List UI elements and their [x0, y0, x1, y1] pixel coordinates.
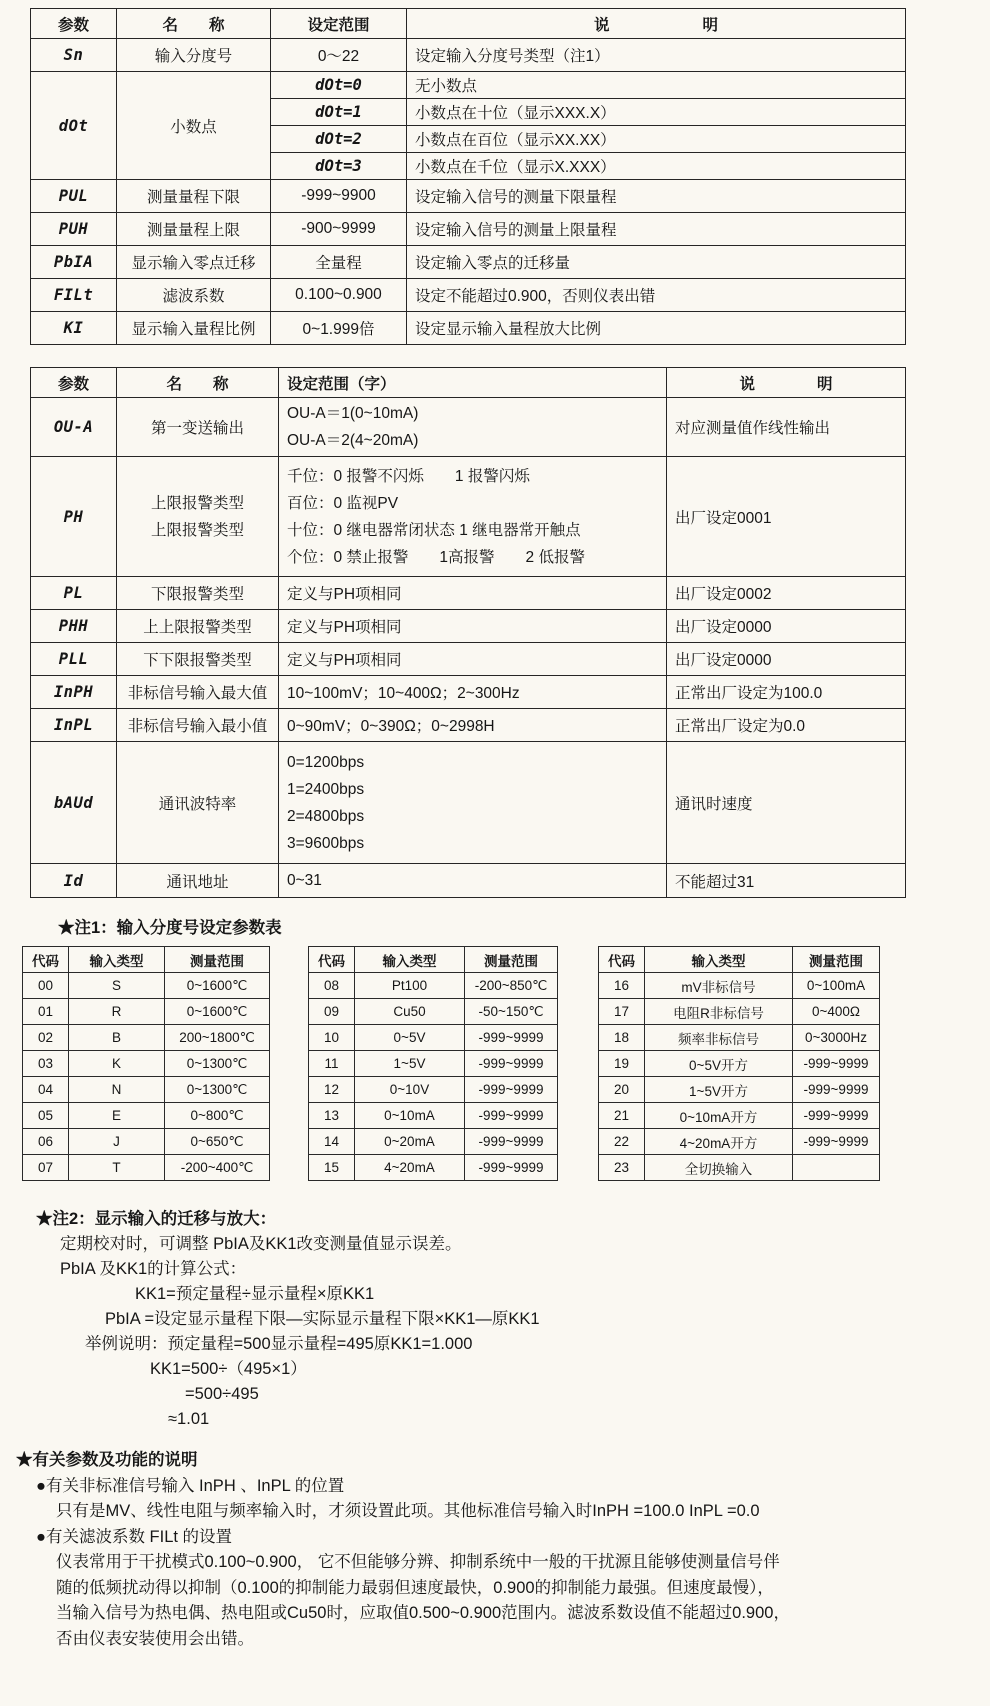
- bullet-filt-text-line: 否由仪表安装使用会出错。: [56, 1629, 254, 1648]
- table-row: [23, 1103, 270, 1129]
- cell-name: 滤波系数: [117, 279, 271, 312]
- cell-range: 10~100mV；10~400Ω；2~300Hz: [279, 676, 667, 709]
- range-line: 1=2400bps: [287, 780, 365, 798]
- bullet-inph-inpl: ●有关非标准信号输入 InPH 、InPL 的位置: [36, 1476, 345, 1495]
- col-header-code: 代码: [599, 947, 645, 973]
- cell-range: -999~9999: [793, 1077, 880, 1103]
- cell-code: 04: [23, 1077, 69, 1103]
- note2-title: ★注2：显示输入的迁移与放大：: [36, 1210, 277, 1228]
- cell-param: Id: [31, 864, 117, 898]
- cell-code: 02: [23, 1025, 69, 1051]
- col-header-range: 设定范围: [271, 9, 407, 39]
- bullet-inph-inpl-text: 只有是MV、线性电阻与频率输入时，才须设置此项。其他标准信号输入时InPH =100.0 InPL =0.0: [56, 1502, 760, 1520]
- note2-formula: KK1=预定量程÷显示量程×原KK1: [135, 1285, 375, 1303]
- cell-desc: 设定输入信号的测量下限量程: [407, 180, 906, 213]
- cell-name: 下下限报警类型: [117, 643, 279, 676]
- cell-desc: 出厂设定0001: [667, 457, 906, 577]
- cell-range: 0~400Ω: [793, 999, 880, 1025]
- cell-type: N: [69, 1077, 165, 1103]
- table-row: [23, 1155, 270, 1181]
- cell-range: 0~31: [279, 864, 667, 898]
- cell-param: FILt: [31, 279, 117, 312]
- cell-desc: 小数点在百位（显示XX.XX）: [407, 126, 906, 153]
- cell-range: 定义与PH项相同: [279, 610, 667, 643]
- bullet-filt-text-line: 仪表常用于干扰模式0.100~0.900， 它不但能够分辨、抑制系统中一般的干扰源且能够使测量信号伴: [56, 1553, 780, 1571]
- col-header-code: 代码: [23, 947, 69, 973]
- col-header-type: 输入类型: [645, 947, 793, 973]
- table-row-ph: [31, 457, 906, 577]
- note2-formula: ≈1.01: [168, 1410, 210, 1428]
- cell-range: [279, 742, 667, 864]
- cell-code: 12: [309, 1077, 355, 1103]
- cell-range: 0~100mA: [793, 973, 880, 999]
- table-row: [599, 1051, 880, 1077]
- note2-formula: =500÷495: [185, 1385, 259, 1403]
- cell-range: -999~9999: [793, 1051, 880, 1077]
- cell-type: 0~5V: [355, 1025, 465, 1051]
- cell-range: -999~9999: [465, 1077, 558, 1103]
- cell-code: 03: [23, 1051, 69, 1077]
- cell-name: 第一变送输出: [117, 398, 279, 457]
- range-line: 千位：0 报警不闪烁 1 报警闪烁: [287, 467, 530, 485]
- cell-param: PbIA: [31, 246, 117, 279]
- table-row-inpl: [31, 709, 906, 742]
- cell-type: B: [69, 1025, 165, 1051]
- cell-desc: 小数点在十位（显示XXX.X）: [407, 99, 906, 126]
- cell-range: 0~1.999倍: [271, 312, 407, 345]
- col-header-desc: 说 明: [667, 368, 906, 398]
- cell-param: PUH: [31, 213, 117, 246]
- cell-range: -200~850℃: [465, 973, 558, 999]
- cell-name: [117, 457, 279, 577]
- cell-type: 0~5V开方: [645, 1051, 793, 1077]
- cell-code: 08: [309, 973, 355, 999]
- cell-desc: 不能超过31: [667, 864, 906, 898]
- table-row: [309, 1103, 558, 1129]
- cell-param: PLL: [31, 643, 117, 676]
- cell-type: 4~20mA: [355, 1155, 465, 1181]
- cell-type: 0~10mA: [355, 1103, 465, 1129]
- cell-range: 0~800℃: [165, 1103, 270, 1129]
- table-row: [23, 1077, 270, 1103]
- cell-name: 小数点: [117, 72, 271, 180]
- cell-name: 非标信号输入最小值: [117, 709, 279, 742]
- note1-title: ★注1：输入分度号设定参数表: [58, 919, 282, 937]
- cell-range: [279, 457, 667, 577]
- table-row: [599, 1155, 880, 1181]
- cell-range: 定义与PH项相同: [279, 577, 667, 610]
- cell-code: 22: [599, 1129, 645, 1155]
- note2-line: PbIA 及KK1的计算公式：: [60, 1260, 247, 1278]
- cell-range: dOt=0: [271, 72, 407, 99]
- table-row-ki: [31, 312, 906, 345]
- range-line: OU-A＝1(0~10mA): [287, 405, 419, 422]
- note2-formula: KK1=500÷（495×1）: [150, 1360, 307, 1378]
- cell-type: 0~20mA: [355, 1129, 465, 1155]
- table-row-id: [31, 864, 906, 898]
- col-header-param: 参数: [31, 9, 117, 39]
- table-row: [599, 999, 880, 1025]
- cell-type: K: [69, 1051, 165, 1077]
- cell-code: 16: [599, 973, 645, 999]
- table-row: [309, 1051, 558, 1077]
- cell-code: 21: [599, 1103, 645, 1129]
- cell-param: Sn: [31, 39, 117, 72]
- cell-desc: 出厂设定0000: [667, 610, 906, 643]
- cell-name: 测量量程上限: [117, 213, 271, 246]
- table-row: [23, 1025, 270, 1051]
- cell-range: [793, 1155, 880, 1181]
- cell-code: 19: [599, 1051, 645, 1077]
- range-line: OU-A＝2(4~20mA): [287, 432, 419, 449]
- table-row: [309, 999, 558, 1025]
- table-row-inph: [31, 676, 906, 709]
- cell-code: 07: [23, 1155, 69, 1181]
- range-line: 百位：0 监视PV: [287, 494, 399, 512]
- cell-param: InPL: [31, 709, 117, 742]
- cell-type: mV非标信号: [645, 973, 793, 999]
- cell-name: 输入分度号: [117, 39, 271, 72]
- input-code-table-2: [308, 946, 558, 1181]
- col-header-param: 参数: [31, 368, 117, 398]
- cell-range: -50~150℃: [465, 999, 558, 1025]
- cell-code: 23: [599, 1155, 645, 1181]
- cell-code: 11: [309, 1051, 355, 1077]
- cell-range: 0~1300℃: [165, 1077, 270, 1103]
- cell-name: 通讯波特率: [117, 742, 279, 864]
- cell-param: bAUd: [31, 742, 117, 864]
- table-header-row: [31, 368, 906, 398]
- table-header-row: [31, 9, 906, 39]
- cell-range: -999~9999: [465, 1129, 558, 1155]
- table-header-row: [599, 947, 880, 973]
- cell-code: 13: [309, 1103, 355, 1129]
- cell-param: PHH: [31, 610, 117, 643]
- cell-param: OU-A: [31, 398, 117, 457]
- table-row-sn: [31, 39, 906, 72]
- cell-range: [279, 398, 667, 457]
- table-row: [309, 1155, 558, 1181]
- cell-type: 频率非标信号: [645, 1025, 793, 1051]
- cell-code: 18: [599, 1025, 645, 1051]
- cell-name: 显示输入零点迁移: [117, 246, 271, 279]
- col-header-type: 输入类型: [355, 947, 465, 973]
- table-row-baud: [31, 742, 906, 864]
- cell-desc: 设定不能超过0.900，否则仪表出错: [407, 279, 906, 312]
- table-row: [309, 1129, 558, 1155]
- input-code-table-1: [22, 946, 270, 1181]
- cell-code: 10: [309, 1025, 355, 1051]
- cell-code: 06: [23, 1129, 69, 1155]
- col-header-range: 测量范围: [165, 947, 270, 973]
- cell-range: 0～22: [271, 39, 407, 72]
- table-row: [599, 1025, 880, 1051]
- cell-name: 非标信号输入最大值: [117, 676, 279, 709]
- range-line: 3=9600bps: [287, 834, 365, 852]
- table-row-oua: [31, 398, 906, 457]
- cell-code: 15: [309, 1155, 355, 1181]
- col-header-desc: 说 明: [407, 9, 906, 39]
- cell-param: PL: [31, 577, 117, 610]
- cell-param: PH: [31, 457, 117, 577]
- cell-range: 0~3000Hz: [793, 1025, 880, 1051]
- cell-code: 14: [309, 1129, 355, 1155]
- cell-name: 显示输入量程比例: [117, 312, 271, 345]
- cell-type: R: [69, 999, 165, 1025]
- cell-type: 4~20mA开方: [645, 1129, 793, 1155]
- cell-range: 全量程: [271, 246, 407, 279]
- col-header-range: 测量范围: [793, 947, 880, 973]
- cell-desc: 出厂设定0000: [667, 643, 906, 676]
- parameter-table-basic: [30, 8, 906, 345]
- note2-line: 定期校对时，可调整 PbIA及KK1改变测量值显示误差。: [60, 1235, 462, 1253]
- name-line: 上限报警类型: [150, 494, 244, 512]
- cell-desc: 正常出厂设定为0.0: [667, 709, 906, 742]
- cell-desc: 设定输入分度号类型（注1）: [407, 39, 906, 72]
- cell-range: 0~1300℃: [165, 1051, 270, 1077]
- table-row-pbia: [31, 246, 906, 279]
- parameter-table-advanced: [30, 367, 906, 898]
- bullet-filt-text-line: 当输入信号为热电偶、热电阻或Cu50时，应取值0.500~0.900范围内。滤波系数设值不能超过0.900，: [56, 1604, 790, 1622]
- cell-range: 0~1600℃: [165, 999, 270, 1025]
- input-code-table-3: [598, 946, 880, 1181]
- col-header-type: 输入类型: [69, 947, 165, 973]
- cell-type: Cu50: [355, 999, 465, 1025]
- explanation-title: ★有关参数及功能的说明: [16, 1451, 198, 1469]
- bullet-filt: ●有关滤波系数 FILt 的设置: [36, 1527, 233, 1546]
- col-header-range: 设定范围（字）: [279, 368, 667, 398]
- cell-type: 全切换输入: [645, 1155, 793, 1181]
- note2-section: [0, 1207, 990, 1432]
- cell-desc: 正常出厂设定为100.0: [667, 676, 906, 709]
- cell-param: PUL: [31, 180, 117, 213]
- note2-formula: PbIA =设定显示量程下限—实际显示量程下限×KK1—原KK1: [105, 1310, 540, 1328]
- cell-type: 电阻R非标信号: [645, 999, 793, 1025]
- table-row-phh: [31, 610, 906, 643]
- cell-param: dOt: [31, 72, 117, 180]
- col-header-name: 名 称: [117, 368, 279, 398]
- cell-desc: 出厂设定0002: [667, 577, 906, 610]
- table-row-filt: [31, 279, 906, 312]
- cell-desc: 对应测量值作线性输出: [667, 398, 906, 457]
- cell-type: Pt100: [355, 973, 465, 999]
- col-header-code: 代码: [309, 947, 355, 973]
- range-line: 0=1200bps: [287, 753, 365, 771]
- cell-range: -999~9999: [465, 1051, 558, 1077]
- table-row: [599, 1103, 880, 1129]
- cell-type: 0~10mA开方: [645, 1103, 793, 1129]
- cell-range: -900~9999: [271, 213, 407, 246]
- cell-range: dOt=3: [271, 153, 407, 180]
- cell-code: 20: [599, 1077, 645, 1103]
- table-row: [309, 973, 558, 999]
- bullet-filt-text-line: 随的低频扰动得以抑制（0.100的抑制能力最弱但速度最快，0.900的抑制能力最强。但速度最慢），: [56, 1578, 774, 1597]
- cell-param: KI: [31, 312, 117, 345]
- cell-range: -999~9999: [793, 1103, 880, 1129]
- cell-range: -999~9999: [465, 1155, 558, 1181]
- cell-type: 1~5V: [355, 1051, 465, 1077]
- cell-desc: 设定显示输入量程放大比例: [407, 312, 906, 345]
- table-row: [23, 999, 270, 1025]
- table-row-pl: [31, 577, 906, 610]
- table-row: [23, 1051, 270, 1077]
- cell-range: 0~1600℃: [165, 973, 270, 999]
- cell-param: InPH: [31, 676, 117, 709]
- cell-range: 0~650℃: [165, 1129, 270, 1155]
- cell-type: J: [69, 1129, 165, 1155]
- cell-range: -999~9999: [465, 1103, 558, 1129]
- cell-range: -999~9900: [271, 180, 407, 213]
- cell-desc: 通讯时速度: [667, 742, 906, 864]
- cell-range: 200~1800℃: [165, 1025, 270, 1051]
- table-row: [309, 1025, 558, 1051]
- cell-range: 0.100~0.900: [271, 279, 407, 312]
- cell-type: E: [69, 1103, 165, 1129]
- range-line: 2=4800bps: [287, 807, 365, 825]
- cell-code: 17: [599, 999, 645, 1025]
- table-row: [599, 1077, 880, 1103]
- explanation-section: [0, 1448, 990, 1652]
- cell-type: 1~5V开方: [645, 1077, 793, 1103]
- cell-name: 下限报警类型: [117, 577, 279, 610]
- table-row-pul: [31, 180, 906, 213]
- cell-desc: 设定输入信号的测量上限量程: [407, 213, 906, 246]
- table-row-puh: [31, 213, 906, 246]
- cell-desc: 小数点在千位（显示X.XXX）: [407, 153, 906, 180]
- cell-name: 通讯地址: [117, 864, 279, 898]
- cell-range: -200~400℃: [165, 1155, 270, 1181]
- name-line: 上限报警类型: [150, 521, 244, 539]
- col-header-range: 测量范围: [465, 947, 558, 973]
- cell-code: 01: [23, 999, 69, 1025]
- table-header-row: [309, 947, 558, 973]
- cell-type: T: [69, 1155, 165, 1181]
- table-header-row: [23, 947, 270, 973]
- cell-code: 09: [309, 999, 355, 1025]
- cell-range: -999~9999: [793, 1129, 880, 1155]
- col-header-name: 名 称: [117, 9, 271, 39]
- cell-code: 05: [23, 1103, 69, 1129]
- input-code-tables: [22, 946, 990, 1181]
- cell-range: dOt=1: [271, 99, 407, 126]
- cell-name: 测量量程下限: [117, 180, 271, 213]
- table-row: [599, 973, 880, 999]
- range-line: 个位：0 禁止报警 1高报警 2 低报警: [287, 548, 585, 566]
- cell-desc: 设定输入零点的迁移量: [407, 246, 906, 279]
- table-row-dot: [31, 72, 906, 99]
- cell-type: S: [69, 973, 165, 999]
- table-row-pll: [31, 643, 906, 676]
- cell-range: 0~90mV；0~390Ω；0~2998H: [279, 709, 667, 742]
- table-row: [23, 1129, 270, 1155]
- cell-name: 上上限报警类型: [117, 610, 279, 643]
- cell-range: -999~9999: [465, 1025, 558, 1051]
- cell-type: 0~10V: [355, 1077, 465, 1103]
- cell-code: 00: [23, 973, 69, 999]
- table-row: [599, 1129, 880, 1155]
- table-row: [23, 973, 270, 999]
- cell-range: 定义与PH项相同: [279, 643, 667, 676]
- range-line: 十位：0 继电器常闭状态 1 继电器常开触点: [287, 521, 581, 539]
- table-row: [309, 1077, 558, 1103]
- cell-desc: 无小数点: [407, 72, 906, 99]
- note2-example: 举例说明：预定量程=500显示量程=495原KK1=1.000: [85, 1335, 473, 1353]
- cell-range: dOt=2: [271, 126, 407, 153]
